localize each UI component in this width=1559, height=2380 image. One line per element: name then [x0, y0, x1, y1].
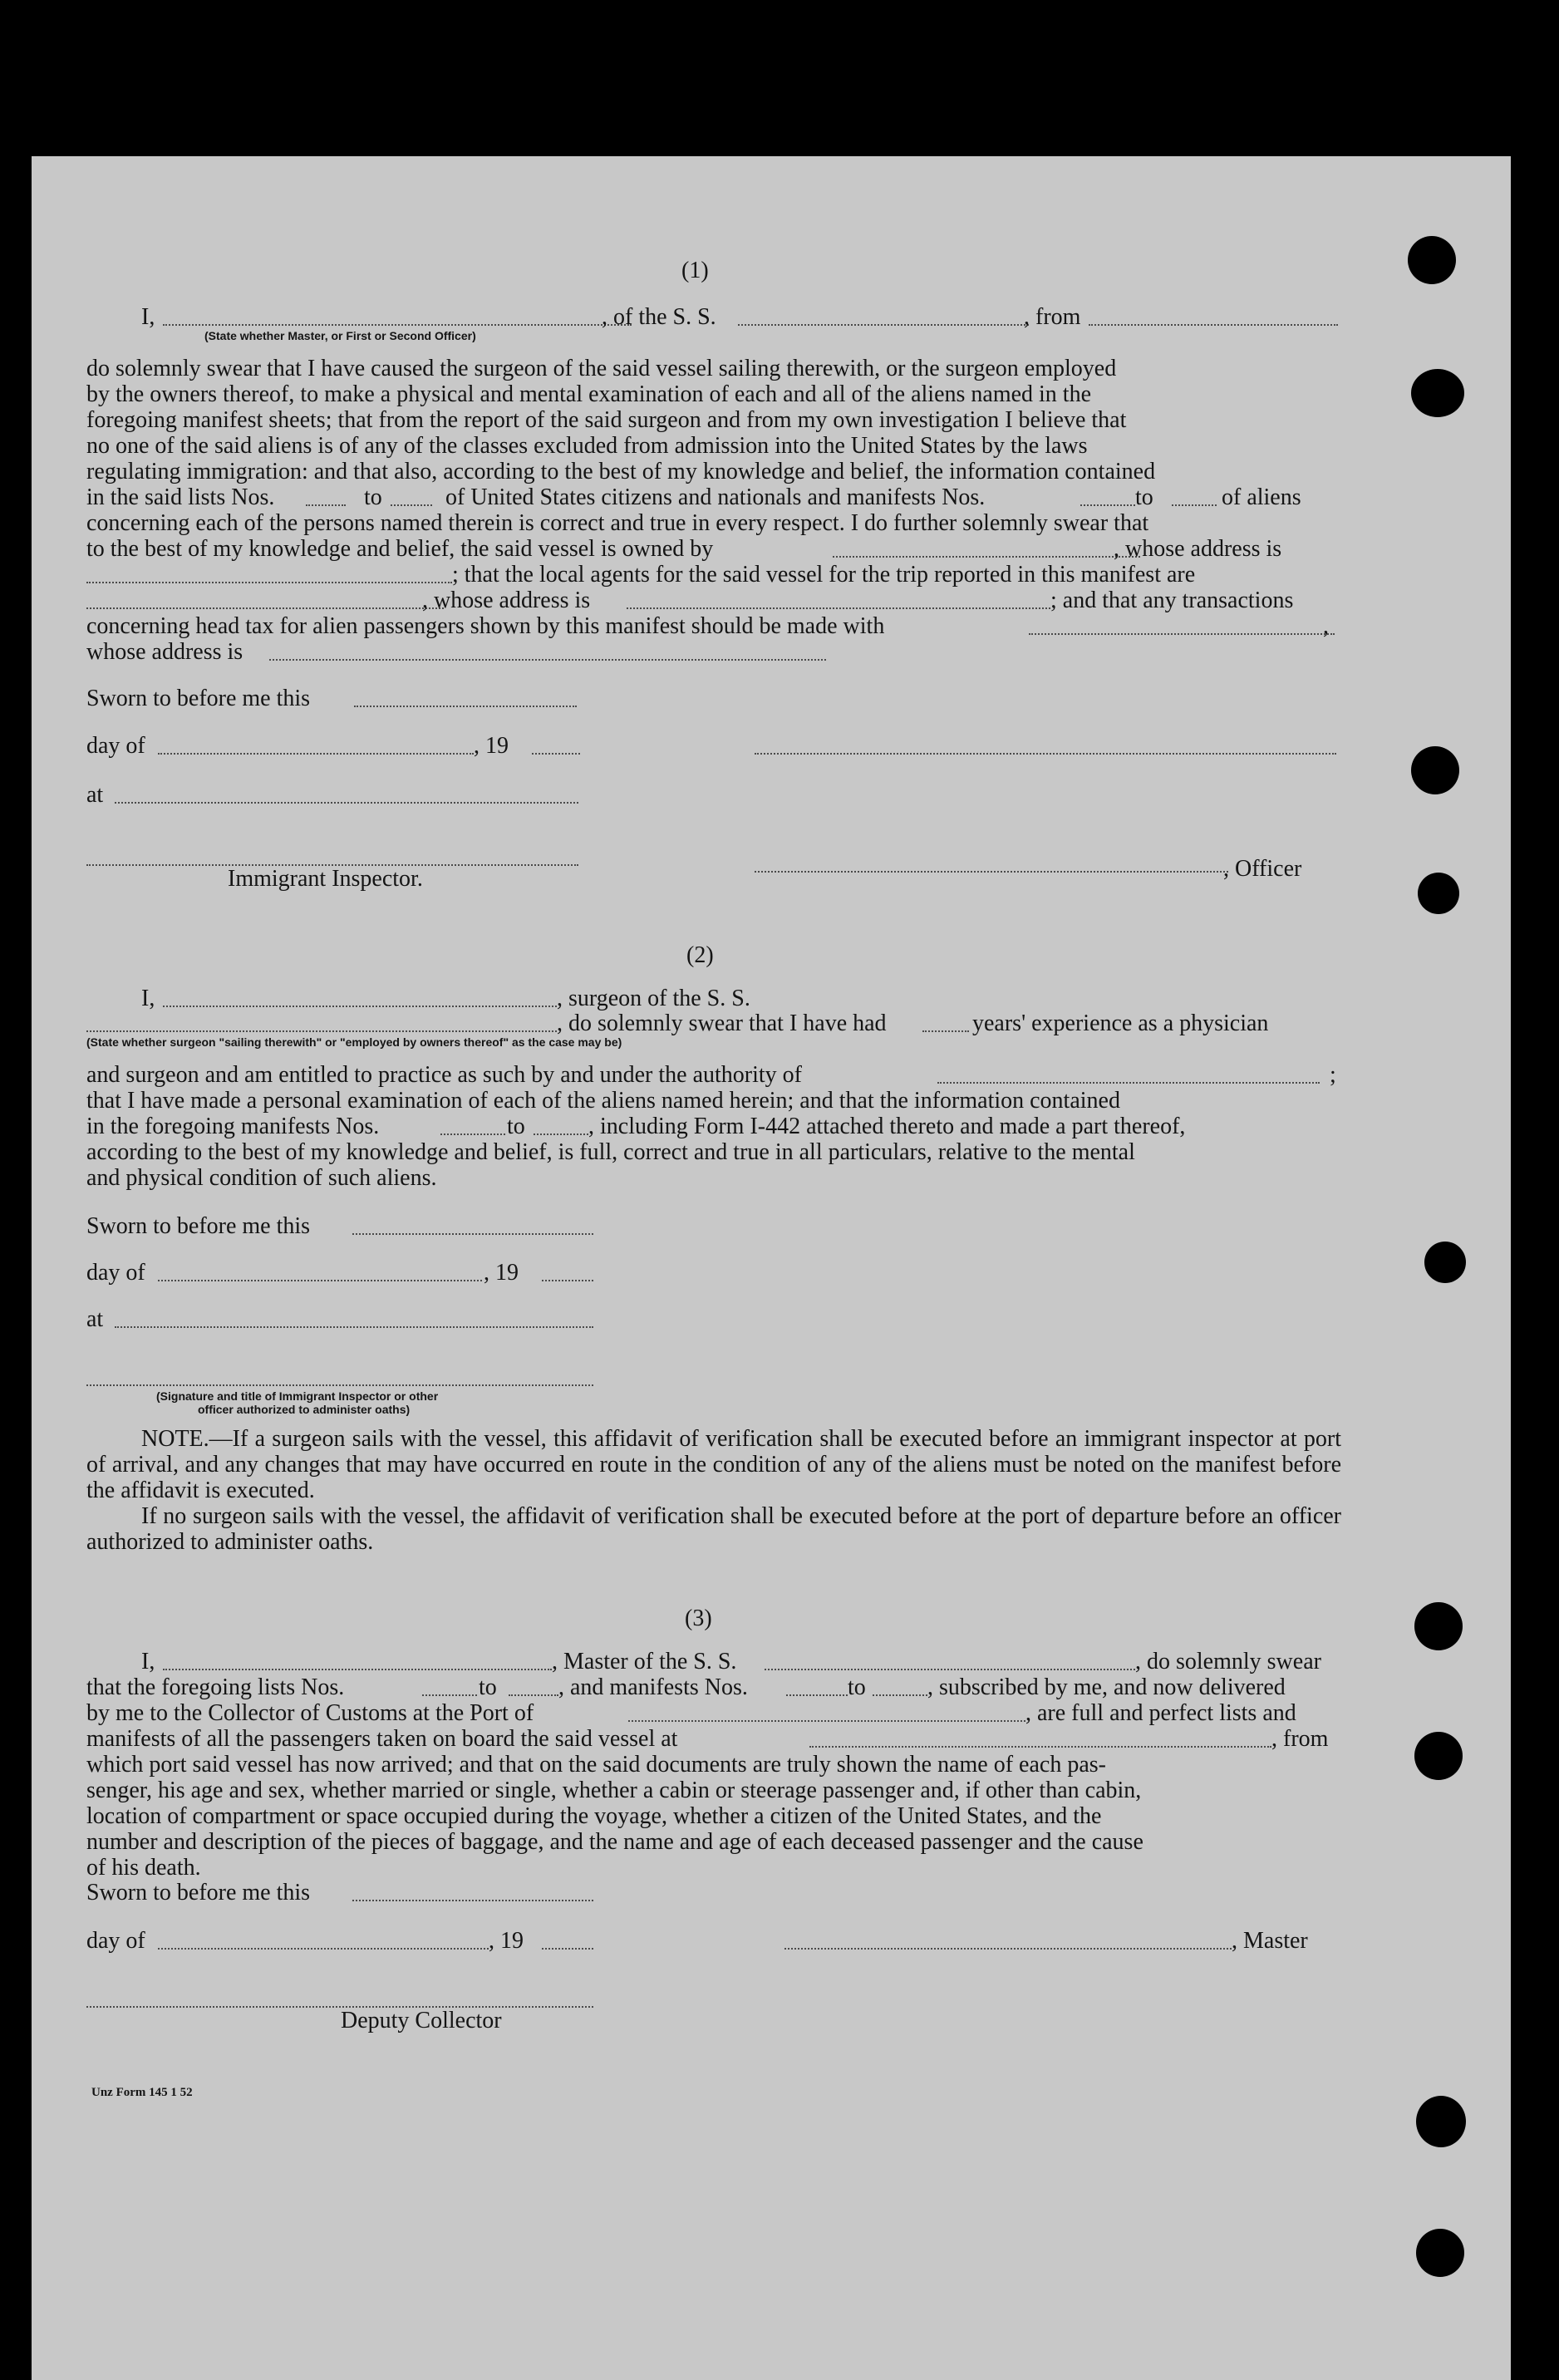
foregoing-lists-label: that the foregoing lists Nos. [86, 1674, 345, 1700]
owner-address-field[interactable] [86, 582, 452, 583]
surgeon-type-field[interactable] [86, 1030, 557, 1032]
day-of-label-1: day of [86, 733, 145, 759]
authority-semicolon: ; [1330, 1062, 1336, 1088]
paragraph-line: which port said vessel has now arrived; and that on the said documents are truly shown the name of each pas- [86, 1752, 1106, 1778]
boarding-port-field[interactable] [809, 1746, 1271, 1748]
surgeon-ss-label: , surgeon of the S. S. [557, 986, 750, 1011]
form-id: Unz Form 145 1 52 [91, 2086, 193, 2099]
head-tax-field[interactable] [1029, 633, 1335, 635]
signature-field-2[interactable] [86, 1384, 593, 1386]
at-label-1: at [86, 782, 104, 808]
address-label: whose address is [86, 639, 243, 665]
port-field[interactable] [628, 1720, 1025, 1722]
lists-to-field[interactable] [391, 504, 432, 506]
year-field-2[interactable] [542, 1280, 593, 1281]
collector-label: by me to the Collector of Customs at the Port of [86, 1700, 534, 1726]
section-2-number: (2) [686, 942, 714, 968]
at-field-2[interactable] [115, 1326, 593, 1328]
concerning-line: concerning each of the persons named therein is correct and true in every respect. I do further solemnly swear that [86, 510, 1149, 536]
year-label-3: , 19 [489, 1928, 524, 1954]
master-signature-field[interactable] [784, 1948, 1232, 1950]
sworn-label-1: Sworn to before me this [86, 686, 311, 711]
manifests-to-label: to [1135, 484, 1153, 510]
year-label-1: , 19 [474, 733, 509, 759]
transactions-address-field[interactable] [269, 659, 826, 661]
day-of-label-2: day of [86, 1260, 145, 1286]
exam-line: that I have made a personal examination of each of the aliens named herein; and that the information contained [86, 1088, 1120, 1114]
day-of-field-3[interactable] [158, 1948, 489, 1950]
vessel-name-field[interactable] [738, 324, 1029, 326]
master-name-field[interactable] [163, 1669, 552, 1670]
foregoing-lists-to-label: to [479, 1674, 497, 1700]
officer-note: (State whether Master, or First or Second Officer) [204, 329, 476, 342]
section-1-paragraph [86, 356, 1341, 484]
section-3-paragraph [86, 1752, 1341, 1855]
at-label-2: at [86, 1306, 104, 1332]
and-manifests-from-field[interactable] [786, 1694, 848, 1696]
signature-note-2: officer authorized to administer oaths) [198, 1403, 411, 1416]
at-field-1[interactable] [115, 802, 578, 804]
sworn-date-field-3[interactable] [352, 1900, 593, 1901]
officer-name-field[interactable] [163, 324, 632, 326]
sworn-date-field-1[interactable] [354, 706, 577, 707]
surgeon-note: (State whether surgeon "sailing therewith" or "employed by owners thereof" as the case may be) [86, 1035, 622, 1049]
condition-line: and physical condition of such aliens. [86, 1165, 437, 1191]
punch-hole [1418, 873, 1459, 914]
of-ss-label: , of the S. S. [602, 304, 716, 330]
manifests-from-field[interactable] [1080, 504, 1135, 506]
form-page [32, 156, 1511, 2380]
section-1-i: I, [141, 304, 155, 330]
full-perfect-label: , are full and perfect lists and [1025, 1700, 1296, 1726]
punch-hole [1411, 369, 1464, 417]
officer-field[interactable] [755, 871, 1228, 873]
surgeon-name-field[interactable] [163, 1006, 557, 1007]
punch-hole [1416, 2096, 1466, 2147]
paragraph-line: foregoing manifest sheets; that from the report of the said surgeon and from my own investigation I believe that [86, 407, 1127, 433]
day-of-field-2[interactable] [158, 1280, 482, 1281]
day-of-label-3: day of [86, 1928, 145, 1954]
manifests-nos-from-field[interactable] [440, 1133, 505, 1135]
head-tax-comma: , [1323, 613, 1329, 639]
signature-note-1: (Signature and title of Immigrant Inspector or other [156, 1389, 439, 1403]
owned-by-label: to the best of my knowledge and belief, the said vessel is owned by [86, 536, 714, 562]
foregoing-lists-to-field[interactable] [509, 1694, 558, 1696]
section-2-i: I, [141, 986, 155, 1011]
owner-field[interactable] [833, 556, 1140, 558]
paragraph-line: do solemnly swear that I have caused the surgeon of the said vessel sailing therewith, or the surgeon employed [86, 356, 1117, 381]
belief-line: according to the best of my knowledge and belief, is full, correct and true in all particulars, relative to the mental [86, 1139, 1135, 1165]
year-label-2: , 19 [484, 1260, 519, 1286]
lists-from-field[interactable] [306, 504, 346, 506]
manifests-nos-to-field[interactable] [534, 1133, 588, 1135]
paragraph-line: no one of the said aliens is of any of the classes excluded from admission into the United States by the laws [86, 433, 1088, 459]
sworn-label-2: Sworn to before me this [86, 1213, 311, 1239]
manifests-to-field[interactable] [1172, 504, 1217, 506]
sworn-date-field-2[interactable] [352, 1233, 593, 1235]
punch-hole [1414, 1732, 1463, 1780]
from-port-field[interactable] [1089, 324, 1338, 326]
day-of-field-1[interactable] [158, 753, 474, 755]
note-paragraph-2: If no surgeon sails with the vessel, the affidavit of verification shall be executed before at the port of departure before an officer authorized to administer oaths. [86, 1503, 1341, 1555]
form-i442-label: , including Form I-442 attached thereto and made a part thereof, [588, 1114, 1186, 1139]
inspector-label: Immigrant Inspector. [228, 866, 423, 892]
paragraph-line: senger, his age and sex, whether married or single, whether a cabin or steerage passenger and, if other than cabin, [86, 1778, 1142, 1803]
deputy-collector-label: Deputy Collector [341, 2008, 502, 2033]
years-experience-label: years' experience as a physician [972, 1011, 1269, 1036]
taken-on-board-label: manifests of all the passengers taken on board the said vessel at [86, 1726, 678, 1752]
and-manifests-to-field[interactable] [873, 1694, 927, 1696]
lists-to-label: to [364, 484, 382, 510]
officer-label: , Officer [1223, 856, 1302, 882]
punch-hole [1424, 1242, 1466, 1283]
master-label: , Master [1232, 1928, 1308, 1954]
head-tax-label: concerning head tax for alien passengers shown by this manifest should be made with [86, 613, 885, 639]
agents-label: ; that the local agents for the said vessel for the trip reported in this manifest are [452, 562, 1196, 588]
and-manifests-label: , and manifests Nos. [558, 1674, 748, 1700]
owner-address-label: , whose address is [1114, 536, 1282, 562]
transactions-label: ; and that any transactions [1050, 588, 1294, 613]
sworn-label-3: Sworn to before me this [86, 1880, 311, 1905]
punch-hole [1416, 2229, 1464, 2277]
foregoing-lists-from-field[interactable] [422, 1694, 477, 1696]
master-ss-label: , Master of the S. S. [552, 1649, 737, 1674]
officer-signature-field[interactable] [755, 753, 1336, 755]
agents-address-label: , whose address is [422, 588, 591, 613]
deputy-signature-field[interactable] [86, 2006, 593, 2008]
authority-label: and surgeon and am entitled to practice as such by and under the authority of [86, 1062, 802, 1088]
agents-field[interactable] [86, 607, 444, 609]
punch-hole [1408, 236, 1456, 284]
year-field-1[interactable] [532, 753, 580, 755]
authority-field[interactable] [937, 1082, 1320, 1084]
section-3-i: I, [141, 1649, 155, 1674]
agents-address-field[interactable] [627, 607, 1050, 609]
paragraph-line: number and description of the pieces of baggage, and the name and age of each deceased passenger and the cause [86, 1829, 1143, 1855]
master-vessel-field[interactable] [765, 1669, 1135, 1670]
and-manifests-to-label: to [848, 1674, 866, 1700]
paragraph-line: location of compartment or space occupied during the voyage, whether a citizen of the United States, and the [86, 1803, 1102, 1829]
subscribed-label: , subscribed by me, and now delivered [927, 1674, 1286, 1700]
punch-hole [1411, 746, 1459, 794]
punch-hole [1414, 1602, 1463, 1650]
death-line: of his death. [86, 1855, 201, 1881]
from-label: , from [1024, 304, 1081, 330]
section-3-number: (3) [685, 1606, 712, 1631]
from-label-3: , from [1271, 1726, 1329, 1752]
of-aliens-label: of aliens [1222, 484, 1301, 510]
citizens-label: of United States citizens and nationals and manifests Nos. [445, 484, 986, 510]
master-swear-label: , do solemnly swear [1135, 1649, 1321, 1674]
paragraph-line: by the owners thereof, to make a physical and mental examination of each and all of the aliens named in the [86, 381, 1092, 407]
lists-nos-label: in the said lists Nos. [86, 484, 275, 510]
year-field-3[interactable] [542, 1948, 593, 1950]
years-field[interactable] [922, 1030, 969, 1032]
surgeon-swear-label: , do solemnly swear that I have had [557, 1011, 887, 1036]
section-1-number: (1) [681, 258, 709, 283]
note-paragraph-1: NOTE.—If a surgeon sails with the vessel, this affidavit of verification shall be executed before an immigrant inspector at port of arrival, and any changes that may have occurred en route in the condition of any of the aliens must be noted on the manifest before the affidavit is executed. [86, 1426, 1341, 1503]
manifests-nos-label: in the foregoing manifests Nos. [86, 1114, 380, 1139]
paragraph-line: regulating immigration: and that also, according to the best of my knowledge and belief, the information contained [86, 459, 1156, 484]
manifests-nos-to-label: to [507, 1114, 525, 1139]
